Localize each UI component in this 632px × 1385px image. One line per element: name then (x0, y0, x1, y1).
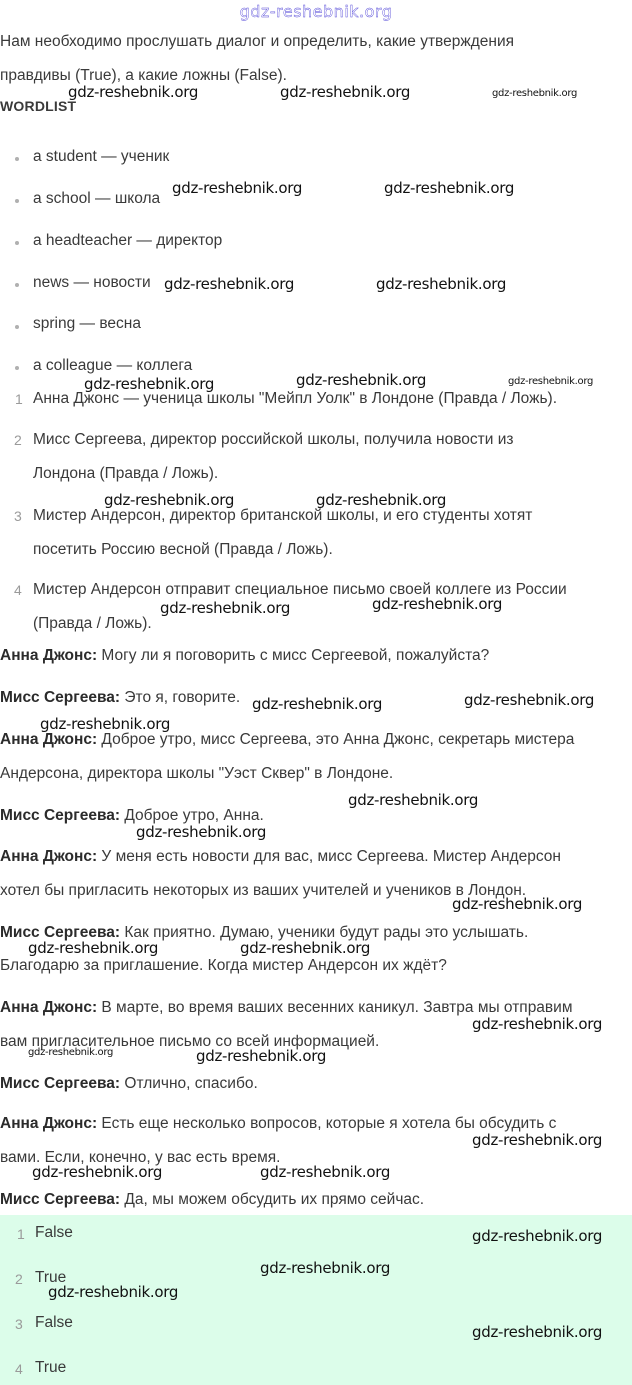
statement-text: Мисс Сергеева, директор российской школы, получила новости из (33, 431, 514, 448)
speaker-name: Анна Джонс: (0, 1115, 98, 1132)
speaker-name: Анна Джонс: (0, 731, 98, 748)
wordlist-item-text: a student — ученик (33, 148, 170, 165)
watermark: gdz-reshebnik.org (32, 1163, 163, 1181)
dialogue-line (0, 647, 489, 665)
answer-number: 4 (15, 1361, 23, 1377)
bullet-icon (15, 199, 19, 203)
dialogue-text: вам пригласительное письмо со всей информацией. (0, 1033, 380, 1050)
speaker-name: Анна Джонс: (0, 647, 98, 664)
watermark: gdz-reshebnik.org (104, 491, 235, 509)
dialogue-text: Доброе утро, Анна. (120, 807, 264, 824)
watermark: gdz-reshebnik.org (84, 375, 215, 393)
watermark: gdz-reshebnik.org (136, 823, 267, 841)
watermark: gdz-reshebnik.org (172, 179, 303, 197)
statement-number: 2 (14, 432, 22, 448)
watermark: gdz-reshebnik.org (472, 1015, 603, 1033)
bullet-icon (15, 325, 19, 329)
speaker-name: Анна Джонс: (0, 999, 98, 1016)
watermark: gdz-reshebnik.org (508, 376, 594, 387)
dialogue-text: Доброе утро, мисс Сергеева, это Анна Джонс, секретарь мистера (97, 731, 575, 748)
speaker-name: Мисс Сергеева: (0, 807, 121, 824)
watermark: gdz-reshebnik.org (40, 715, 171, 733)
statement-text: Анна Джонс — ученица школы "Мейпл Уолк" в Лондоне (Правда / Ложь). (33, 390, 558, 407)
watermark: gdz-reshebnik.org (376, 275, 507, 293)
dialogue-text: вами. Если, конечно, у вас есть время. (0, 1149, 281, 1166)
dialogue-text: Как приятно. Думаю, ученики будут рады это услышать. (120, 924, 529, 941)
dialogue-line (0, 731, 574, 749)
watermark: gdz-reshebnik.org (384, 179, 515, 197)
dialogue-text: Могу ли я поговорить с мисс Сергеевой, пожалуйста? (97, 647, 490, 664)
dialogue-line (0, 848, 561, 866)
bullet-icon (15, 283, 19, 287)
speaker-name: Мисс Сергеева: (0, 924, 121, 941)
watermark: gdz-reshebnik.org (28, 939, 159, 957)
watermark: gdz-reshebnik.org (316, 491, 447, 509)
watermark: gdz-reshebnik.org (464, 691, 595, 709)
bullet-icon (15, 241, 19, 245)
dialogue-line (0, 1075, 258, 1093)
watermark: gdz-reshebnik.org (48, 1283, 179, 1301)
dialogue-text: Да, мы можем обсудить их прямо сейчас. (120, 1191, 425, 1208)
speaker-name: Мисс Сергеева: (0, 1191, 121, 1208)
top-watermark: gdz-reshebnik.org (239, 2, 393, 21)
watermark: gdz-reshebnik.org (164, 275, 295, 293)
watermark: gdz-reshebnik.org (260, 1259, 391, 1277)
answer-number: 3 (15, 1316, 23, 1332)
statement-text: (Правда / Ложь). (33, 615, 152, 632)
statement-number: 3 (14, 508, 22, 524)
watermark: gdz-reshebnik.org (372, 595, 503, 613)
wordlist-heading: WORDLIST (0, 98, 77, 114)
answer-number: 1 (17, 1226, 25, 1242)
watermark: gdz-reshebnik.org (492, 88, 578, 99)
answer-value: True (35, 1269, 67, 1286)
wordlist-item-text: a headteacher — директор (33, 232, 223, 249)
wordlist-item-text: spring — весна (33, 315, 141, 332)
statement-text: Лондона (Правда / Ложь). (33, 465, 219, 482)
dialogue-line (0, 1191, 424, 1209)
watermark: gdz-reshebnik.org (348, 791, 479, 809)
bullet-icon (15, 366, 19, 370)
dialogue-text: Андерсона, директора школы "Уэст Сквер" в Лондоне. (0, 765, 394, 782)
dialogue-text: Благодарю за приглашение. Когда мистер Андерсон их ждёт? (0, 957, 447, 974)
watermark: gdz-reshebnik.org (160, 599, 291, 617)
watermark: gdz-reshebnik.org (252, 695, 383, 713)
watermark: gdz-reshebnik.org (260, 1163, 391, 1181)
wordlist-item-text: news — новости (33, 274, 151, 291)
answer-value: False (35, 1314, 73, 1331)
dialogue-text: У меня есть новости для вас, мисс Сергеева. Мистер Андерсон (97, 848, 561, 865)
watermark: gdz-reshebnik.org (196, 1047, 327, 1065)
dialogue-text: хотел бы пригласить некоторых из ваших учителей и учеников в Лондон. (0, 882, 527, 899)
statement-text: Мистер Андерсон отправит специальное письмо своей коллеге из России (33, 581, 567, 598)
watermark: gdz-reshebnik.org (240, 939, 371, 957)
dialogue-text: В марте, во время ваших весенних каникул. Завтра мы отправим (97, 999, 573, 1016)
watermark: gdz-reshebnik.org (472, 1323, 603, 1341)
statement-number: 4 (14, 582, 22, 598)
watermark: gdz-reshebnik.org (28, 1047, 114, 1058)
statement-text: Мистер Андерсон, директор британской школы, и его студенты хотят (33, 507, 533, 524)
wordlist-item-text: a colleague — коллега (33, 357, 193, 374)
statement-number: 1 (15, 391, 23, 407)
dialogue-text: Есть еще несколько вопросов, которые я хотела бы обсудить с (97, 1115, 557, 1132)
intro-line-2: правдивы (True), а какие ложны (False). (0, 67, 287, 84)
answer-value: False (35, 1224, 73, 1241)
answer-number: 2 (15, 1271, 23, 1287)
watermark: gdz-reshebnik.org (296, 371, 427, 389)
dialogue-text: Это я, говорите. (120, 689, 241, 706)
statement-text: посетить Россию весной (Правда / Ложь). (33, 541, 333, 558)
speaker-name: Мисс Сергеева: (0, 689, 121, 706)
watermark: gdz-reshebnik.org (68, 83, 199, 101)
speaker-name: Мисс Сергеева: (0, 1075, 121, 1092)
watermark: gdz-reshebnik.org (472, 1131, 603, 1149)
watermark: gdz-reshebnik.org (280, 83, 411, 101)
dialogue-line (0, 689, 240, 707)
watermark: gdz-reshebnik.org (452, 895, 583, 913)
bullet-icon (15, 157, 19, 161)
speaker-name: Анна Джонс: (0, 848, 98, 865)
intro-line-1: Нам необходимо прослушать диалог и определить, какие утверждения (0, 33, 514, 50)
dialogue-text: Отлично, спасибо. (120, 1075, 258, 1092)
watermark: gdz-reshebnik.org (472, 1227, 603, 1245)
answer-value: True (35, 1359, 67, 1376)
wordlist-item-text: a school — школа (33, 190, 161, 207)
